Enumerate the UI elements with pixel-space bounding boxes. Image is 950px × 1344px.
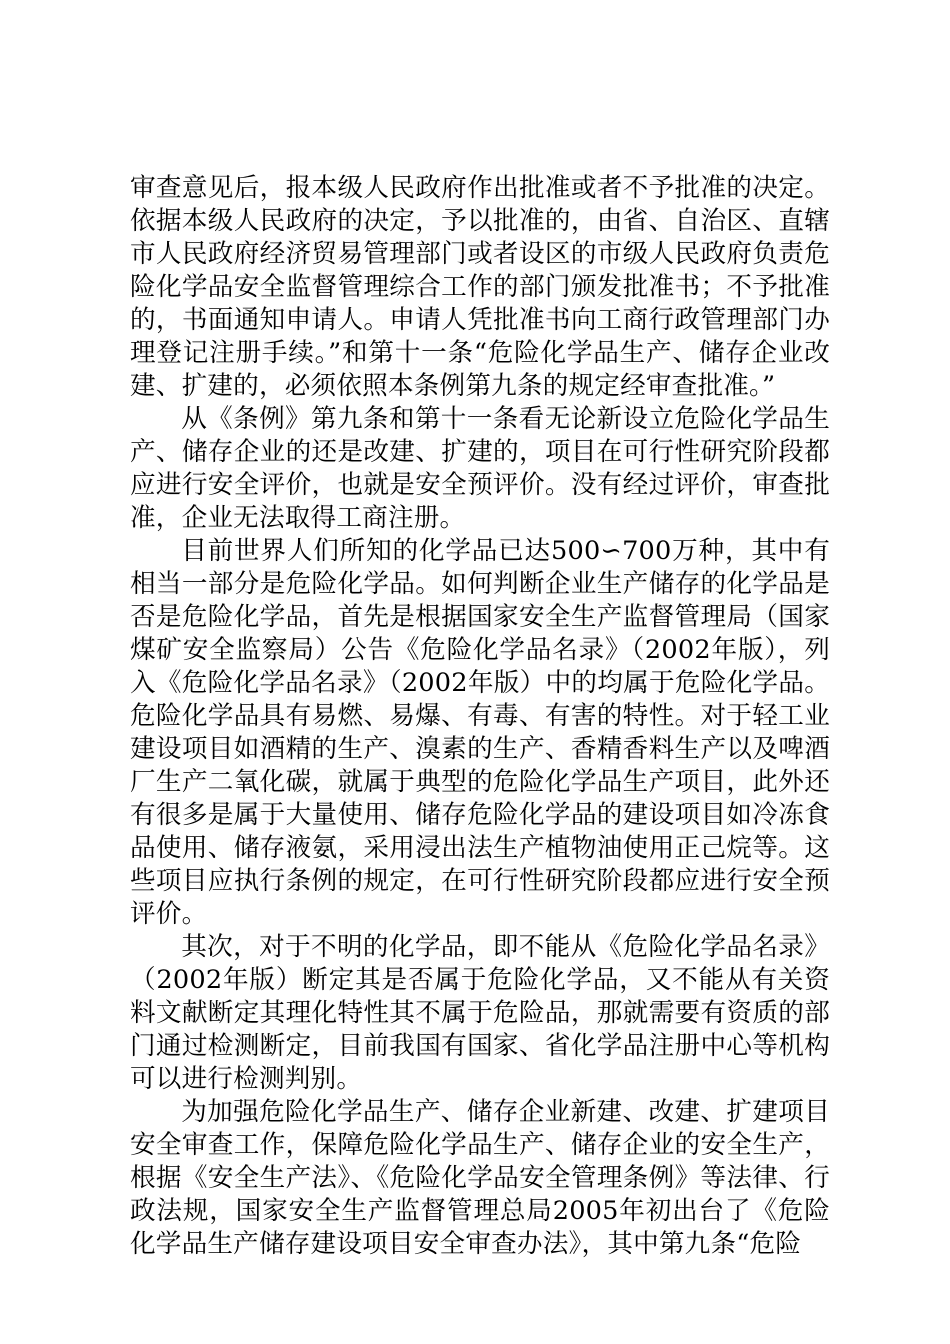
paragraph-3: 目前世界人们所知的化学品已达500∽700万种，其中有相当一部分是危险化学品。如何判断企业生产储存的化学品是否是危险化学品，首先是根据国家安全生产监督管理局（国家煤矿安全监察局）公告《危险化学品名录》（2002年版），列入《危险化学品名录》（2002年版）中的均属于危险化学品。危险化学品具有易燃、易爆、有毒、有害的特性。对于轻工业建设项目如酒精的生产、溴素的生产、香精香料生产以及啤酒厂生产二氧化碳，就属于典型的危险化学品生产项目，此外还有很多是属于大量使用、储存危险化学品的建设项目如冷冻食品使用、储存液氨，采用浸出法生产植物油使用正己烷等。这些项目应执行条例的规定，在可行性研究阶段都应进行安全预评价。 <box>130 536 830 929</box>
paragraph-2: 从《条例》第九条和第十一条看无论新设立危险化学品生产、储存企业的还是改建、扩建的，项目在可行性研究阶段都应进行安全评价，也就是安全预评价。没有经过评价，审查批准，企业无法取得工商注册。 <box>130 404 830 533</box>
document-page <box>130 172 830 1261</box>
paragraph-4: 其次，对于不明的化学品，即不能从《危险化学品名录》（2002年版）断定其是否属于危险化学品，又不能从有关资料文献断定其理化特性其不属于危险品，那就需要有资质的部门通过检测断定，目前我国有国家、省化学品注册中心等机构可以进行检测判别。 <box>130 932 830 1094</box>
paragraph-5: 为加强危险化学品生产、储存企业新建、改建、扩建项目安全审查工作，保障危险化学品生产、储存企业的安全生产，根据《安全生产法》、《危险化学品安全管理条例》等法律、行政法规，国家安全生产监督管理总局2005年初出台了《危险化学品生产储存建设项目安全审查办法》，其中第九条“危险 <box>130 1097 830 1259</box>
paragraph-1: 审查意见后，报本级人民政府作出批准或者不予批准的决定。依据本级人民政府的决定，予以批准的，由省、自治区、直辖市人民政府经济贸易管理部门或者设区的市级人民政府负责危险化学品安全监督管理综合工作的部门颁发批准书；不予批准的，书面通知申请人。申请人凭批准书向工商行政管理部门办理登记注册手续。”和第十一条“危险化学品生产、储存企业改建、扩建的，必须依照本条例第九条的规定经审查批准。” <box>130 173 830 401</box>
